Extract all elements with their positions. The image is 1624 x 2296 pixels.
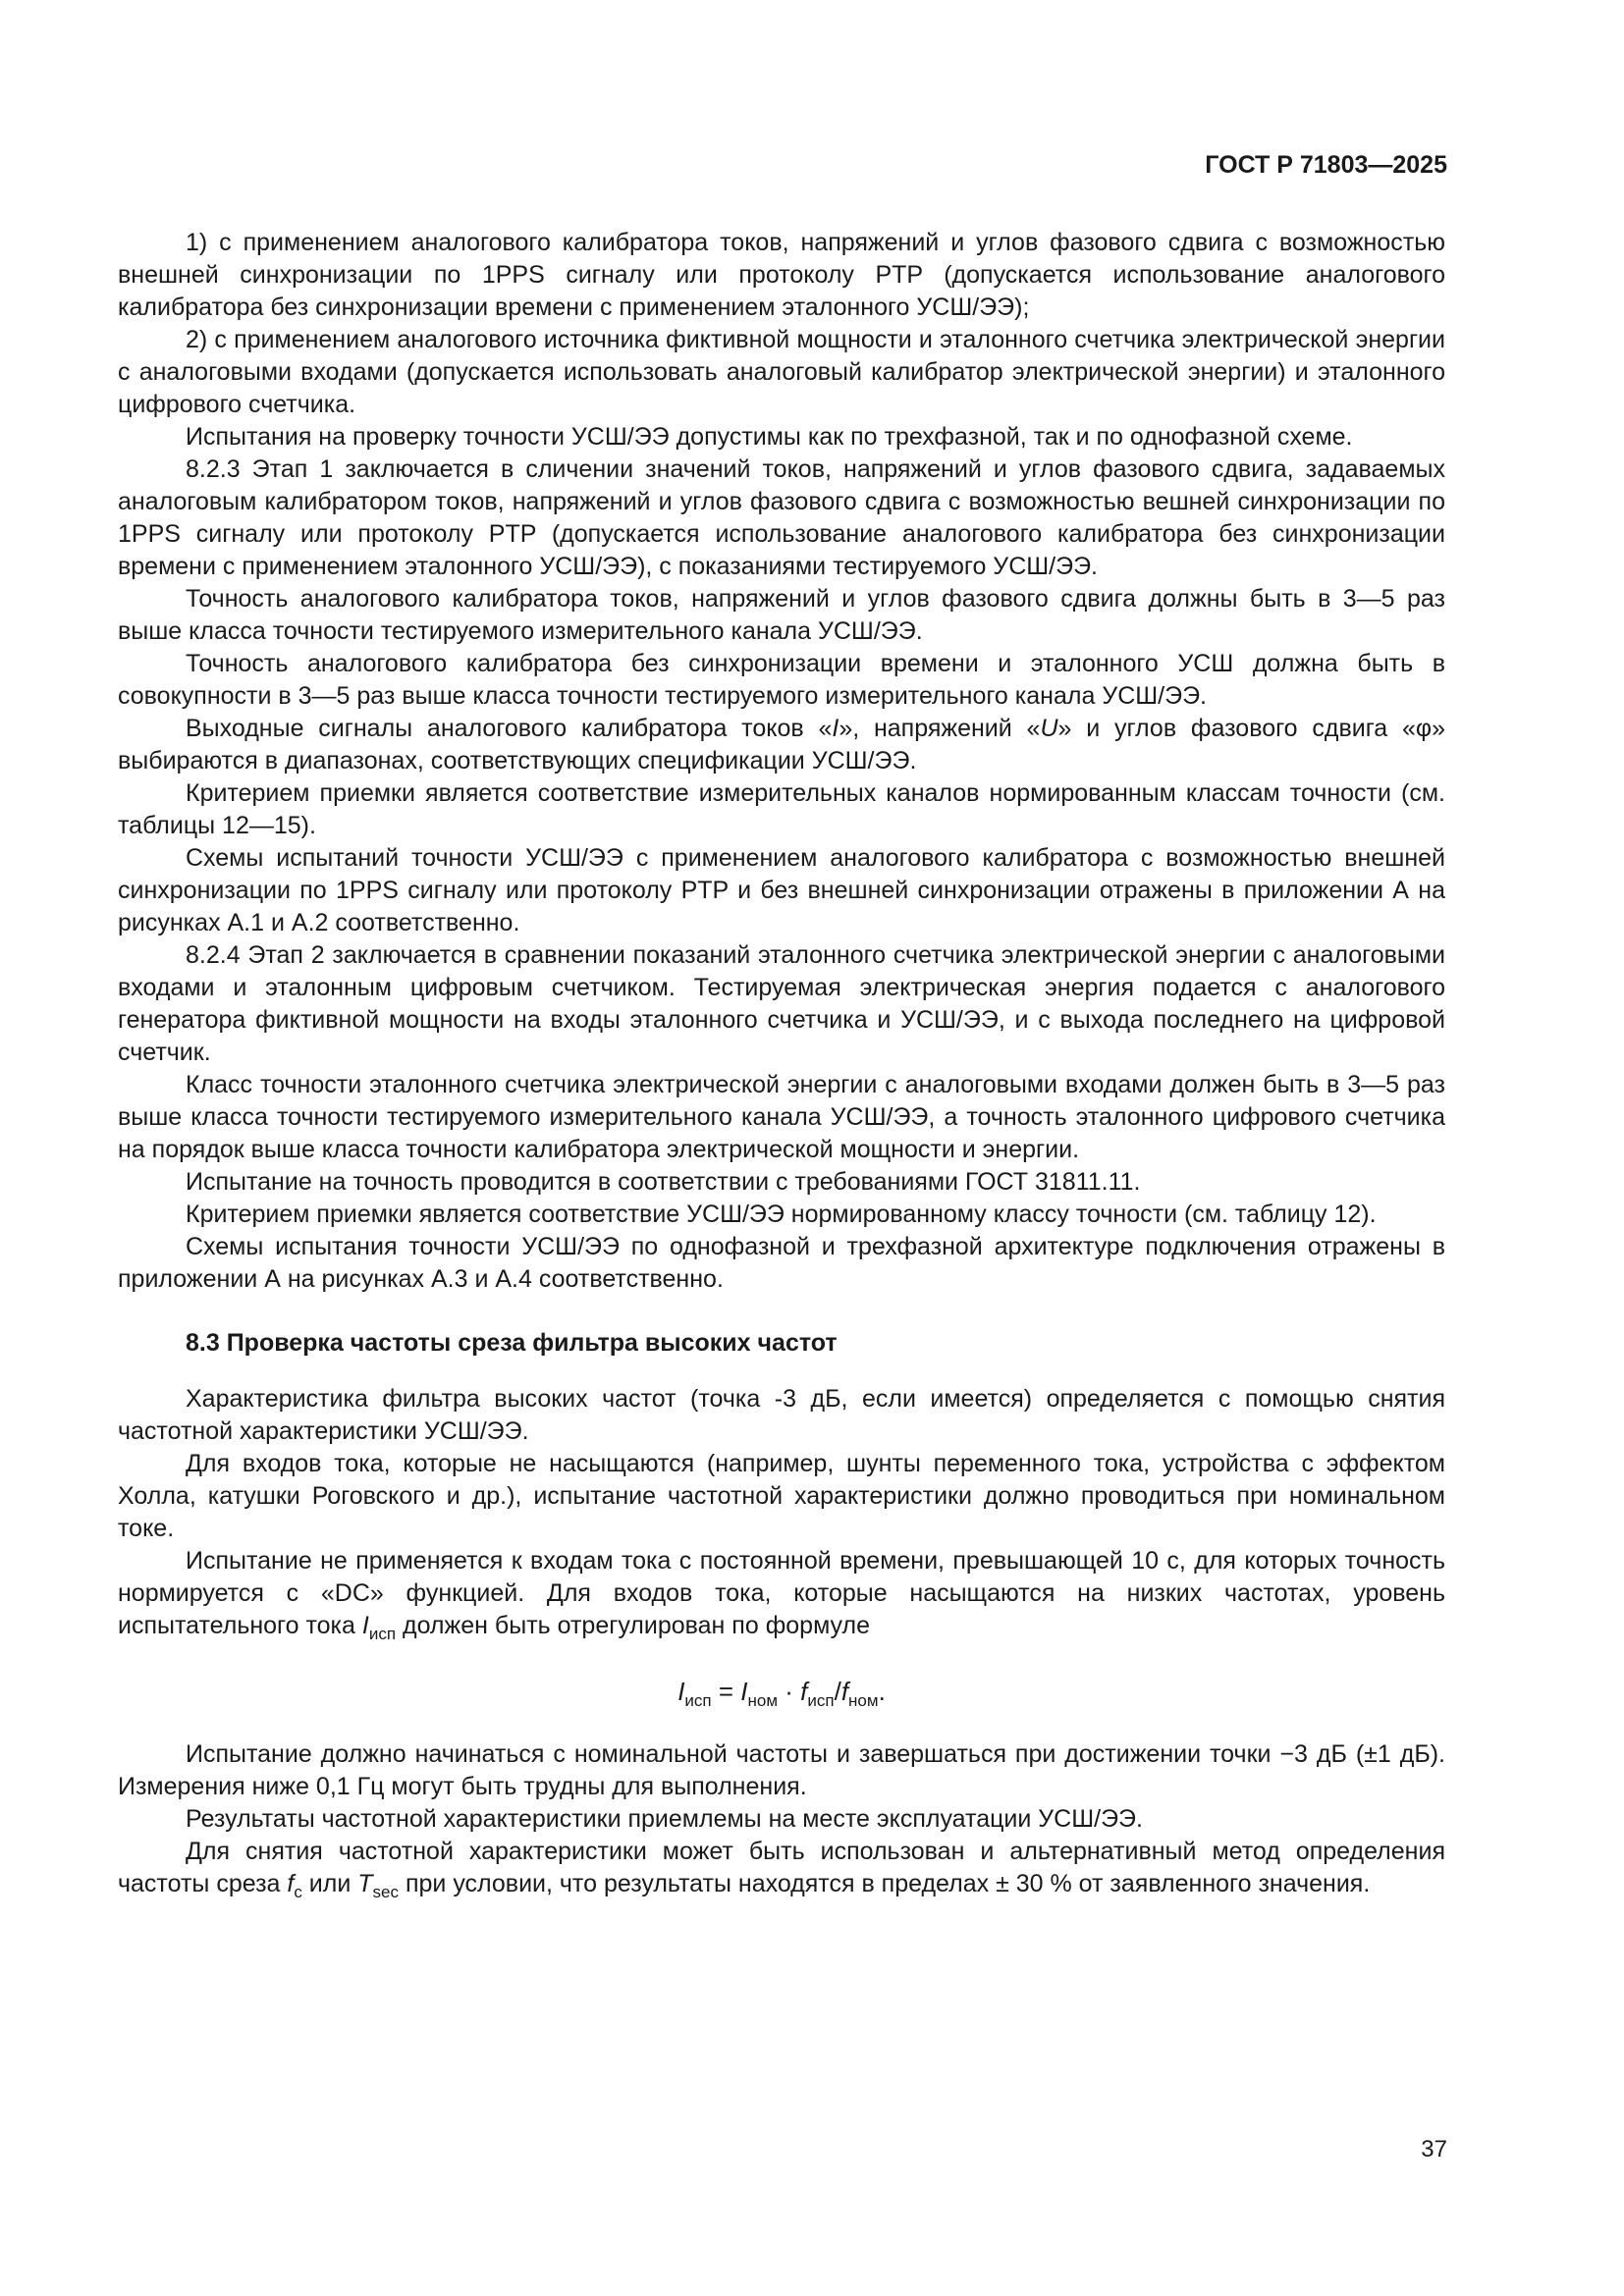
paragraph: Испытание должно начинаться с номинальной частоты и завершаться при достижении точки −3 дБ (±1 дБ). Измерения ниже 0,1 Гц могут быть трудны для выполнения. [118, 1740, 1445, 1801]
paragraph: Испытание на точность проводится в соответствии с требованиями ГОСТ 31811.11. [186, 1168, 1141, 1196]
formula: $I_{исп} = I_{ном} \cdot f_{исп}/f_{ном}$. [677, 1677, 886, 1711]
paragraph-alt-method: Для снятия частотной характеристики может быть использован и альтернативный метод определения частоты среза $f_c$ или $T_{sec}$ при условии, что результаты находятся в пределах ± 30 % от заявленного значения. [118, 1838, 1445, 1902]
paragraph: Критерием приемки является соответствие измерительных каналов нормированным классам точности (см. таблицы 12—15). [118, 779, 1445, 839]
paragraph: Испытания на проверку точности УСШ/ЭЭ допустимы как по трехфазной, так и по однофазной схеме. [186, 423, 1353, 451]
paragraph: Результаты частотной характеристики приемлемы на месте эксплуатации УСШ/ЭЭ. [186, 1805, 1143, 1834]
paragraph: Для входов тока, которые не насыщаются (например, шунты переменного тока, устройства с эффектом Холла, катушки Роговского и др.), испытание частотной характеристики должно проводиться при номинальном токе. [118, 1450, 1445, 1542]
paragraph: 1) с применением аналогового калибратора токов, напряжений и углов фазового сдвига с возможностью внешней синхронизации по 1PPS сигналу или протоколу PTP (допускается использование аналогового калибратора без синхронизации времени с применением эталонного УСШ/ЭЭ); [118, 229, 1445, 321]
paragraph: Класс точности эталонного счетчика электрической энергии с аналоговыми входами должен быть в 3—5 раз выше класса точности тестируемого измерительного канала УСШ/ЭЭ, а точность эталонного цифрового счетчика на порядок выше класса точности калибратора электрической мощности и энергии. [118, 1071, 1445, 1163]
paragraph-test-current: Испытание не применяется к входам тока с постоянной времени, превышающей 10 с, для которых точность нормируется с «DC» функцией. Для входов тока, которые насыщаются на низких частотах, уровень испытательного тока $I_{исп}$ должен быть отрегулирован по формуле [118, 1547, 1445, 1643]
document-body [118, 227, 1445, 1908]
paragraph-output-signals: Выходные сигналы аналогового калибратора токов «I», напряжений «U» и углов фазового сдвига «φ» выбираются в диапазонах, соответствующих спецификации УСШ/ЭЭ. [118, 715, 1445, 774]
document-header: ГОСТ Р 71803—2025 [1205, 151, 1447, 179]
paragraph: 8.2.3 Этап 1 заключается в сличении значений токов, напряжений и углов фазового сдвига, задаваемых аналоговым калибратором токов, напряжений и углов фазового сдвига с возможностью вешней синхронизации по 1PPS сигналу или протоколу PTP (допускается использование аналогового калибратора без синхронизации времени с применением эталонного УСШ/ЭЭ), с показаниями тестируемого УСШ/ЭЭ. [118, 455, 1445, 580]
paragraph: Схемы испытания точности УСШ/ЭЭ по однофазной и трехфазной архитектуре подключения отражены в приложении А на рисунках А.3 и А.4 соответственно. [118, 1233, 1445, 1293]
paragraph: Точность аналогового калибратора без синхронизации времени и эталонного УСШ должна быть в совокупности в 3—5 раз выше класса точности тестируемого измерительного канала УСШ/ЭЭ. [118, 650, 1445, 710]
section-heading: 8.3 Проверка частоты среза фильтра высоких частот [186, 1329, 838, 1357]
paragraph: Точность аналогового калибратора токов, напряжений и углов фазового сдвига должны быть в 3—5 раз выше класса точности тестируемого измерительного канала УСШ/ЭЭ. [118, 585, 1445, 645]
paragraph: 2) с применением аналогового источника фиктивной мощности и эталонного счетчика электрической энергии с аналоговыми входами (допускается использовать аналоговый калибратор электрической энергии) и эталонного цифрового счетчика. [118, 326, 1445, 418]
paragraph: Характеристика фильтра высоких частот (точка -3 дБ, если имеется) определяется с помощью снятия частотной характеристики УСШ/ЭЭ. [118, 1385, 1445, 1445]
page-number: 37 [1421, 2136, 1447, 2163]
paragraph: Критерием приемки является соответствие УСШ/ЭЭ нормированному классу точности (см. таблицу 12). [186, 1201, 1377, 1228]
paragraph: Схемы испытаний точности УСШ/ЭЭ с применением аналогового калибратора с возможностью внешней синхронизации по 1PPS сигналу или протоколу PTP и без внешней синхронизации отражены в приложении А на рисунках А.1 и А.2 соответственно. [118, 844, 1445, 936]
paragraph: 8.2.4 Этап 2 заключается в сравнении показаний эталонного счетчика электрической энергии с аналоговыми входами и эталонным цифровым счетчиком. Тестируемая электрическая энергия подается с аналогового генератора фиктивной мощности на входы эталонного счетчика и УСШ/ЭЭ, и с выхода последнего на цифровой счетчик. [118, 941, 1445, 1066]
